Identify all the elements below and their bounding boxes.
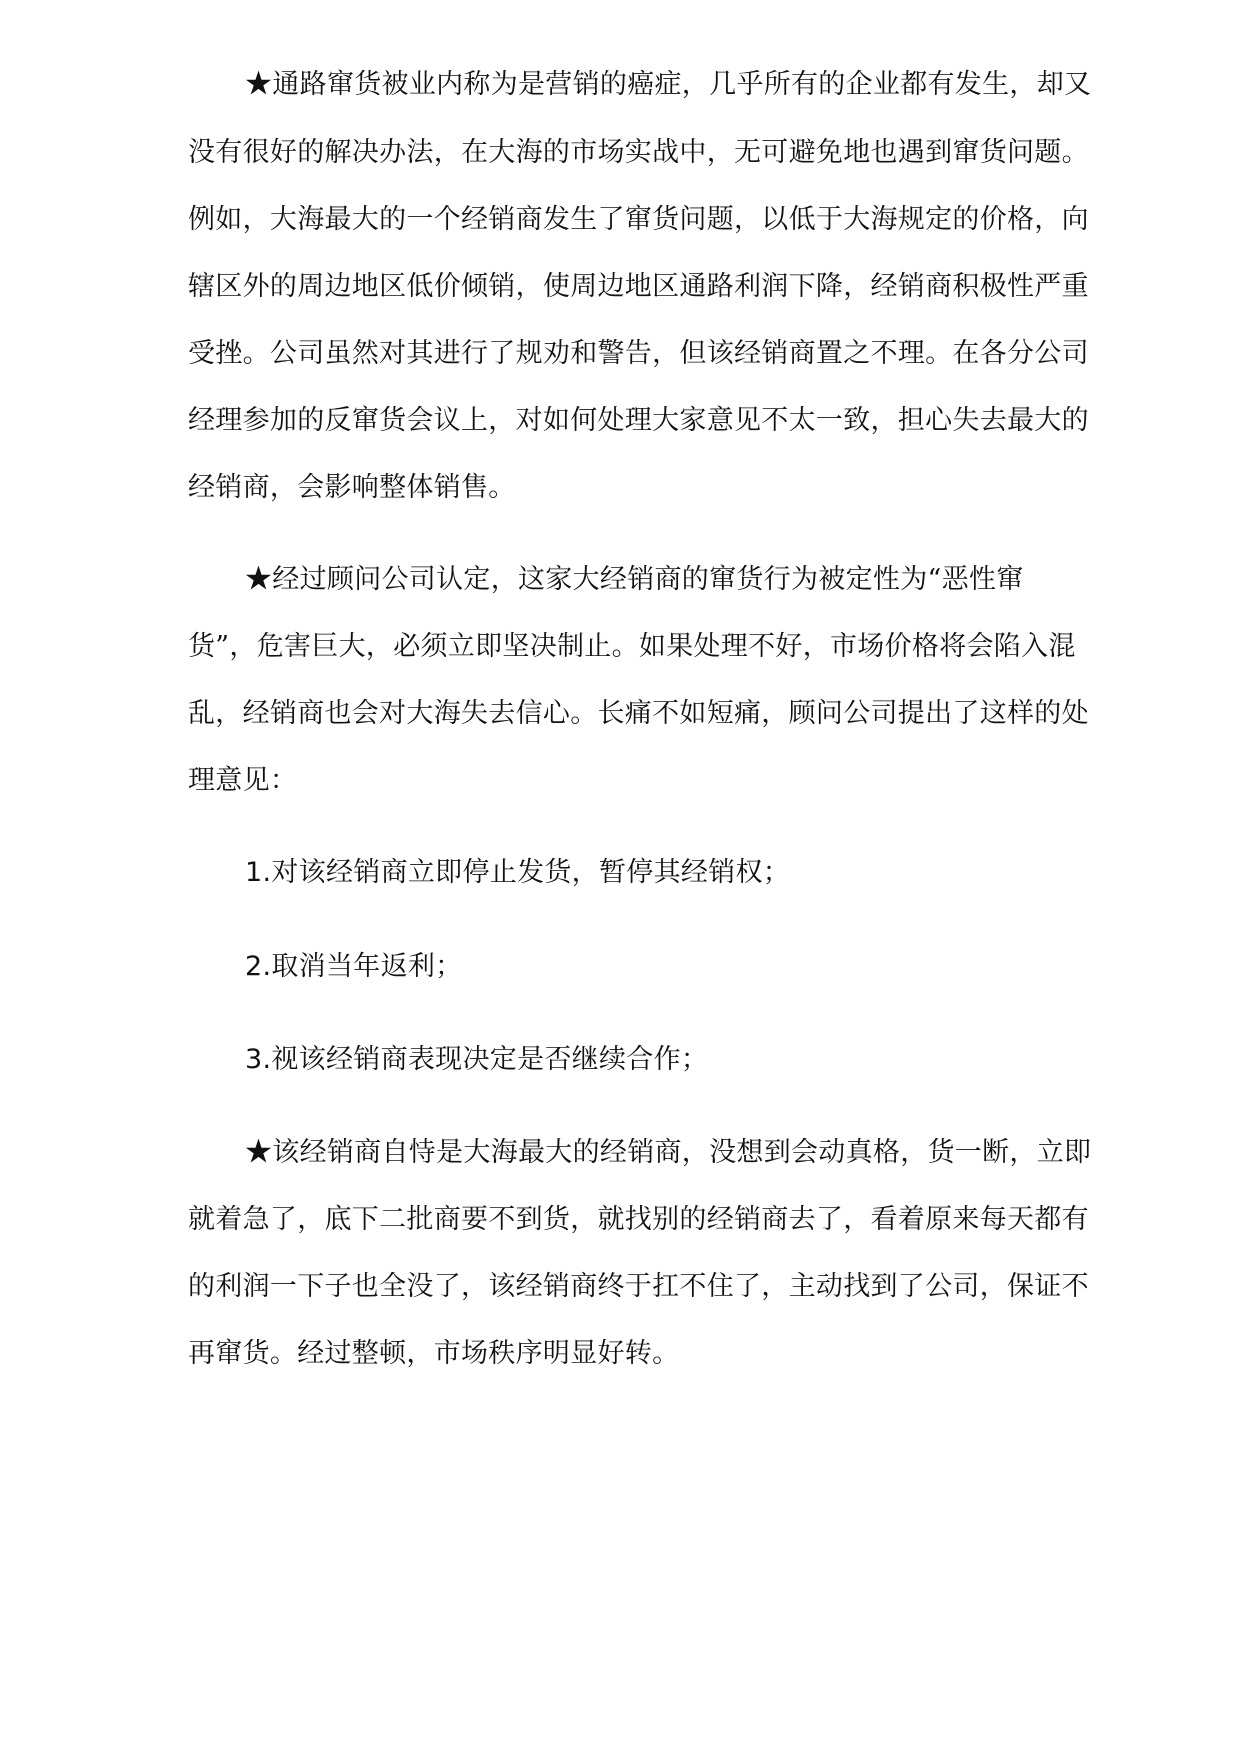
paragraph-3-line-3: 的利润一下子也全没了，该经销商终于扛不住了，主动找到了公司，保证不 xyxy=(188,1271,1089,1302)
paragraph-2-line-2: 货”，危害巨大，必须立即坚决制止。如果处理不好，市场价格将会陷入混 xyxy=(188,631,1076,662)
list-item-2 xyxy=(245,940,1148,994)
list-text: 对该经销商立即停止发货，暂停其经销权； xyxy=(271,857,791,888)
paragraph-1-line-4: 辖区外的周边地区低价倾销，使周边地区通路利润下降，经销商积极性严重 xyxy=(188,271,1089,302)
paragraph-2-line-3: 乱，经销商也会对大海失去信心。长痛不如短痛，顾问公司提出了这样的处 xyxy=(188,698,1089,729)
paragraph-1-line-6: 经理参加的反窜货会议上，对如何处理大家意见不太一致，担心失去最大的 xyxy=(188,405,1089,436)
list-number: 2. xyxy=(245,951,272,982)
paragraph-1-line-7: 经销商，会影响整体销售。 xyxy=(188,472,516,503)
paragraph-1-line-2: 没有很好的解决办法，在大海的市场实战中，无可避免地也遇到窜货问题。 xyxy=(188,137,1089,168)
paragraph-1-line-1: ★通路窜货被业内称为是营销的癌症，几乎所有的企业都有发生，却又 xyxy=(245,69,1092,100)
list-item-1 xyxy=(245,846,1148,900)
list-text: 取消当年返利； xyxy=(271,951,463,982)
paragraph-3-line-2: 就着急了，底下二批商要不到货，就找别的经销商去了，看着原来每天都有 xyxy=(188,1204,1089,1235)
paragraph-2-line-1: ★经过顾问公司认定，这家大经销商的窜货行为被定性为“恶性窜 xyxy=(245,564,1024,595)
list-number: 1. xyxy=(245,857,272,888)
paragraph-3-line-4: 再窜货。经过整顿，市场秩序明显好转。 xyxy=(188,1338,680,1369)
list-text: 视该经销商表现决定是否继续合作； xyxy=(271,1044,709,1075)
paragraph-3-line-1: ★该经销商自恃是大海最大的经销商，没想到会动真格，货一断，立即 xyxy=(245,1137,1092,1168)
paragraph-1-line-5: 受挫。公司虽然对其进行了规劝和警告，但该经销商置之不理。在各分公司 xyxy=(188,338,1089,369)
paragraph-2-line-4: 理意见： xyxy=(188,765,298,796)
list-item-3 xyxy=(245,1033,1148,1087)
paragraph-1-line-3: 例如，大海最大的一个经销商发生了窜货问题，以低于大海规定的价格，向 xyxy=(188,204,1089,235)
list-number: 3. xyxy=(245,1044,272,1075)
